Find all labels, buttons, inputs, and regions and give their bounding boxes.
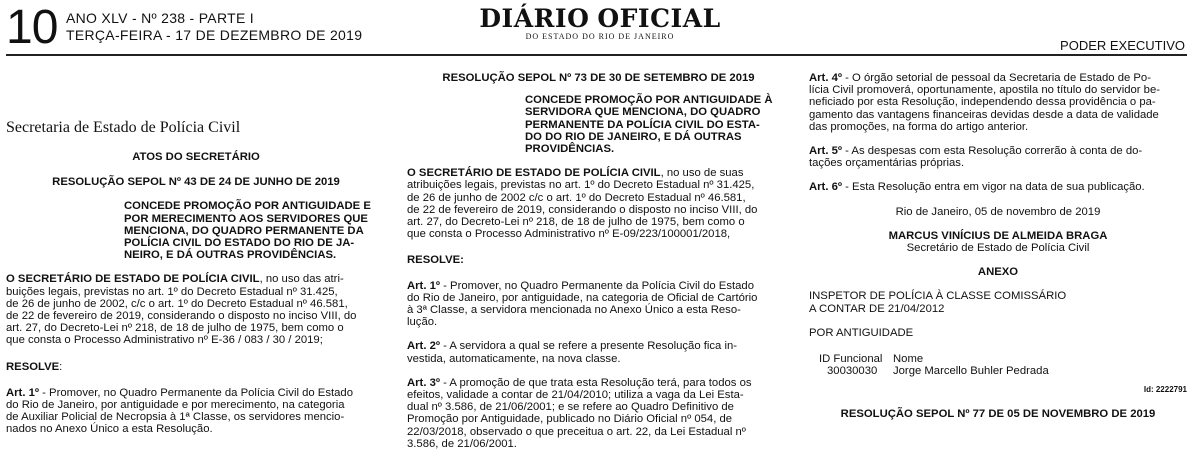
table-header (819, 353, 1187, 365)
column-1 (6, 60, 386, 436)
article-4: Art. 4º - O órgão setorial de pessoal da Secretaria de Estado de Po- lícia Civil promoverá, oportunamente, apostila no título do servidor be- neficiado por esta Resolução, independendo dessa providência o pa- gamento das vantagens financeiras devidas desde a data de validade das promoções, na forma do artigo anterior. (809, 72, 1161, 133)
masthead-subtitle: DO ESTADO DO RIO DE JANEIRO (525, 32, 675, 41)
column-2 (407, 72, 790, 450)
column-3 (809, 72, 1187, 421)
ementa-line: MENCIONA, DO QUADRO PERMANENTE DA (124, 224, 364, 237)
place-date: Rio de Janeiro, 05 de novembro de 2019 (895, 205, 1101, 218)
article-3: Art. 3º - A promoção de que trata esta Resolução terá, para todos os efeitos, validade a contar de 21/04/2010; utiliza a vaga da Lei Esta- dual nº 3.586, de 21/06/2001; e se refere ao Quadro Definitivo de Promoção por Antiguidade, publicado no Diário Oficial nº 054, de 22/03/2018, observado o que preceitua o art. 22, da Lei Estadual nº 3.586, de 21/06/2001. (407, 376, 752, 450)
resolution-title: RESOLUÇÃO SEPOL Nº 73 DE 30 DE SETEMBRO DE 2019 (442, 72, 755, 84)
ementa-line: NEIRO, E DÁ OUTRAS PROVIDÊNCIAS. (124, 249, 337, 262)
signer-name: MARCUS VINÍCIUS DE ALMEIDA BRAGA (888, 229, 1108, 242)
article-2: Art. 2º - A servidora a qual se refere a presente Resolução fica in- vestida, automaticamente, na nova classe. (407, 340, 738, 365)
signer-role: Secretário de Estado de Polícia Civil (906, 242, 1090, 255)
secretaria-title: Secretaria de Estado de Polícia Civil (6, 119, 241, 136)
resolve-heading: RESOLVE: (6, 360, 63, 373)
table-cell-name: Jorge Marcello Buhler Pedrada (893, 365, 1049, 378)
article-label: Art. 3º (407, 376, 441, 389)
edition-info (66, 10, 362, 44)
ementa-line: POLÍCIA CIVIL DO ESTADO DO RIO DE JA- (124, 237, 355, 250)
ementa-line: PERMANENTE DA POLÍCIA CIVIL DO ESTA- (525, 118, 760, 131)
anexo-heading: ANEXO (977, 266, 1019, 279)
article-label: Art. 1º (407, 279, 441, 292)
resolve-heading: RESOLVE: (407, 254, 464, 267)
preamble: O SECRETÁRIO DE ESTADO DE POLÍCIA CIVIL, no uso das atri- buições legais, previstas no art. 1º do Decreto Estadual nº 31.425, de 26 de junho de 2002, c/c o art. 1º do Decreto Estadual nº 46.581, de 22 de fevereiro de 2019, considerando o disposto no inciso VIII, do art. 27, do Decreto-Lei nº 218, de 18 de julho de 1975, bem como o que consta o Processo Administrativo nº E-36 / 083 / 30 / 2019; (6, 273, 357, 347)
preamble: O SECRETÁRIO DE ESTADO DE POLÍCIA CIVIL, no uso de suas atribuições legais, previstas no art. 1º do Decreto Estadual nº 31.425, de 26 de junho de 2002 c/c o art. 1º do Decreto Estadual nº 46.581, de 22 de fevereiro de 2019, considerando o disposto no inciso VIII, do art. 27, do Decreto-Lei nº 218, de 18 de julho de 1975, bem como o que consta o Processo Administrativo nº E-09/223/100001/2018, (407, 167, 758, 241)
table-cell-id: 30030030 (827, 365, 878, 378)
masthead-title (479, 4, 721, 34)
ementa-line: DO DO RIO DE JANEIRO, E DÁ OUTRAS (525, 130, 742, 143)
preamble-authority: O SECRETÁRIO DE ESTADO DE POLÍCIA CIVIL (407, 167, 661, 180)
article-1: Art. 1º - Promover, no Quadro Permanente da Polícia Civil do Estado do Rio de Janeiro, por antiguidade, na categoria de Oficial de Cartório à 3ª Classe, a servidora mencionada no Anexo Único a esta Reso- lução. (407, 279, 758, 329)
section-name: PODER EXECUTIVO (1060, 38, 1185, 53)
article-5: Art. 5º - As despesas com esta Resolução correrão à conta de do- tações orçamentárias próprias. (809, 145, 1143, 170)
ementa-line: CONCEDE PROMOÇÃO POR ANTIGUIDADE E (124, 200, 371, 213)
anexo-criteria: POR ANTIGUIDADE (809, 326, 914, 339)
anexo-category: INSPETOR DE POLÍCIA À CLASSE COMISSÁRIO A CONTAR DE 21/04/2012 (809, 290, 1067, 315)
header-rule (6, 54, 1187, 56)
masthead (479, 4, 721, 41)
edition-line-2: TERÇA-FEIRA - 17 DE DEZEMBRO DE 2019 (66, 27, 363, 43)
article-label: Art. 5º (809, 145, 843, 158)
atos-heading: ATOS DO SECRETÁRIO (132, 151, 260, 163)
preamble-authority: O SECRETÁRIO DE ESTADO DE POLÍCIA CIVIL (6, 273, 260, 286)
ementa-line: PROVIDÊNCIAS. (525, 143, 615, 156)
resolution-ementa (124, 200, 386, 261)
masthead-title-left: DIÁRIO (479, 4, 590, 33)
table-header-id: ID Funcional (819, 353, 883, 366)
next-resolution-title: RESOLUÇÃO SEPOL Nº 77 DE 05 DE NOVEMBRO DE 2019 (840, 408, 1156, 421)
document-id: Id: 2222791 (1143, 385, 1187, 395)
edition-line-1: ANO XLV - Nº 238 - PARTE I (66, 10, 254, 26)
page-number: 10 (6, 1, 58, 54)
article-label: Art. 4º (809, 72, 843, 84)
article-6: Art. 6º - Esta Resolução entra em vigor na data de sua publicação. (809, 181, 1145, 194)
table-header-name: Nome (893, 353, 924, 366)
article-label: Art. 2º (407, 340, 441, 353)
resolution-title: RESOLUÇÃO SEPOL Nº 43 DE 24 DE JUNHO DE 2019 (52, 176, 340, 189)
ementa-line: POR MERECIMENTO AOS SERVIDORES QUE (124, 212, 368, 225)
article-label: Art. 6º (809, 181, 843, 194)
table-row (819, 365, 1187, 377)
article-label: Art. 1º (6, 386, 40, 399)
masthead-title-right: OFICIAL (597, 4, 721, 33)
anexo-table (819, 353, 1187, 377)
resolution-ementa (525, 94, 790, 155)
article-1: Art. 1º - Promover, no Quadro Permanente da Polícia Civil do Estado do Rio de Janeiro, por antiguidade e por merecimento, na categoria de Auxiliar Policial de Necropsia à 1ª Classe, os servidores mencio- nados no Anexo Único a esta Resolução. (6, 386, 353, 436)
ementa-line: CONCEDE PROMOÇÃO POR ANTIGUIDADE À (525, 94, 773, 107)
ementa-line: SERVIDORA QUE MENCIONA, DO QUADRO (525, 106, 761, 119)
